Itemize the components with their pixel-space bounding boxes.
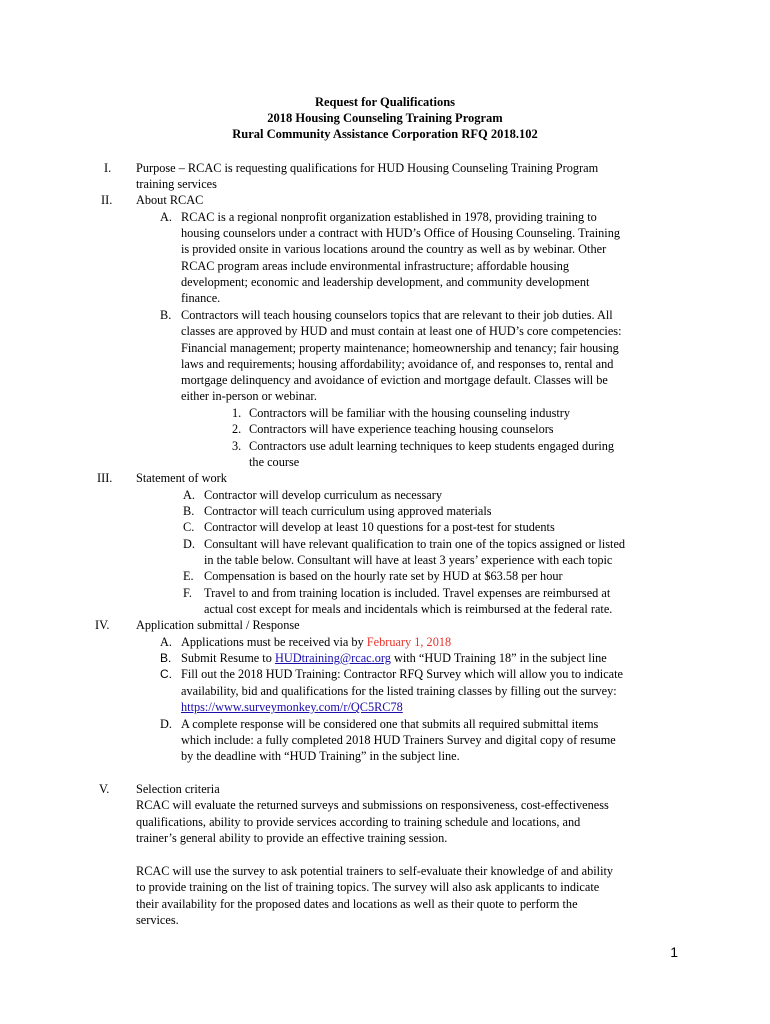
section-2b-text: classes are approved by HUD and must contain at least one of HUD’s core competencies: (181, 324, 622, 338)
section-2-title: About RCAC (136, 193, 204, 207)
list-label: A. (183, 488, 195, 502)
list-label: B. (183, 504, 195, 518)
list-item: Fill out the 2018 HUD Training: Contractor RFQ Survey which will allow you to indicate (181, 667, 623, 681)
section-2b-text: laws and requirements; housing affordability; avoidance of, and responses to, rental and (181, 357, 614, 371)
list-label: 3. (232, 439, 242, 453)
resume-text: Submit Resume to (181, 651, 275, 665)
list-label: A. (160, 210, 172, 224)
list-label: 1. (232, 406, 242, 420)
section-2b-text: mortgage delinquency and avoidance of eviction and mortgage default. Classes will be (181, 373, 608, 387)
paragraph-line: trainer’s general ability to provide an effective training session. (136, 831, 448, 845)
paragraph-line: RCAC will evaluate the returned surveys and submissions on responsiveness, cost-effectiveness (136, 798, 609, 812)
list-label: F. (183, 586, 192, 600)
email-link[interactable]: HUDtraining@rcac.org (274, 651, 391, 665)
list-item: Contractors will be familiar with the housing counseling industry (249, 406, 571, 420)
doc-subtitle: 2018 Housing Counseling Training Program (267, 111, 503, 125)
deadline-text: Applications must be received via by (181, 635, 367, 649)
section-2a-text: development; economic and leadership development, and community development (181, 275, 590, 289)
list-item: actual cost except for meals and incidentals which is reimbursed at the federal rate. (204, 602, 613, 616)
section-5-title: Selection criteria (136, 782, 220, 796)
section-2a-text: housing counselors under a contract with HUD’s Office of Housing Counseling. Training (181, 226, 620, 240)
paragraph-line: to provide training on the list of training topics. The survey will also ask applicants to indicate (136, 880, 600, 894)
section-1-text: Purpose – RCAC is requesting qualifications for HUD Housing Counseling Training Program (136, 161, 599, 175)
section-2-number: II. (101, 193, 113, 207)
section-3-number: III. (97, 471, 113, 485)
paragraph-line: qualifications, ability to provide services according to training schedule and locations, and (136, 815, 581, 829)
section-4-number: IV. (95, 618, 110, 632)
paragraph-line: services. (136, 913, 179, 927)
section-2a-text: RCAC program areas include environmental infrastructure; affordable housing (181, 259, 570, 273)
list-label: 2. (232, 422, 242, 436)
section-2a-text: finance. (181, 291, 221, 305)
page-number: 1 (670, 944, 678, 960)
section-2a-text: RCAC is a regional nonprofit organization established in 1978, providing training to (181, 210, 597, 224)
resume-subject-text: with “HUD Training 18” in the subject line (390, 651, 607, 665)
section-5-number: V. (99, 782, 110, 796)
paragraph-line: RCAC will use the survey to ask potential trainers to self-evaluate their knowledge of and ability (136, 864, 614, 878)
doc-title: Request for Qualifications (314, 95, 456, 109)
list-item: A complete response will be considered one that submits all required submittal items (181, 717, 599, 731)
list-item: by the deadline with “HUD Training” in the subject line. (181, 749, 460, 763)
list-label: E. (183, 569, 194, 583)
section-2b-text: Financial management; property maintenance; homeownership and tenancy; fair housing (181, 341, 619, 355)
list-label: A. (160, 635, 172, 649)
list-item: Contractors use adult learning techniques to keep students engaged during (249, 439, 615, 453)
list-item: Contractor will develop curriculum as necessary (204, 488, 442, 502)
list-item: which include: a fully completed 2018 HUD Trainers Survey and digital copy of resume (181, 733, 616, 747)
list-item: Travel to and from training location is included. Travel expenses are reimbursed at (204, 586, 611, 600)
list-item: Compensation is based on the hourly rate set by HUD at $63.58 per hour (204, 569, 563, 583)
section-3-title: Statement of work (136, 471, 227, 485)
section-1-text: training services (136, 177, 217, 191)
list-label: C. (160, 667, 172, 681)
list-item: Consultant will have relevant qualification to train one of the topics assigned or listed (204, 537, 626, 551)
list-item: Contractor will develop at least 10 questions for a post-test for students (204, 520, 555, 534)
list-label: D. (160, 717, 172, 731)
list-label: B. (160, 651, 172, 665)
survey-link[interactable]: https://www.surveymonkey.com/r/QC5RC78 (181, 700, 403, 714)
list-label: D. (183, 537, 195, 551)
section-4-title: Application submittal / Response (136, 618, 300, 632)
section-2b-text: Contractors will teach housing counselors topics that are relevant to their job duties. All (181, 308, 613, 322)
section-2b-text: either in-person or webinar. (181, 389, 317, 403)
list-item: in the table below. Consultant will have at least 3 years’ experience with each topic (204, 553, 613, 567)
list-item (181, 634, 451, 650)
list-item: Contractors will have experience teaching housing counselors (249, 422, 554, 436)
section-2a-text: is provided onsite in various locations around the country as well as by webinar. Other (181, 242, 607, 256)
doc-rfq-line: Rural Community Assistance Corporation RFQ 2018.102 (232, 127, 538, 141)
list-label: B. (160, 308, 172, 322)
deadline-date: February 1, 2018 (366, 635, 452, 649)
list-item: the course (249, 455, 300, 469)
list-item (181, 650, 607, 666)
list-item: availability, bid and qualifications for the listed training classes by filling out the survey: (181, 684, 617, 698)
list-label: C. (183, 520, 195, 534)
section-1-number: I. (104, 161, 112, 175)
paragraph-line: their availability for the proposed dates and locations as well as their quote to perform the (136, 897, 578, 911)
list-item: Contractor will teach curriculum using approved materials (204, 504, 492, 518)
